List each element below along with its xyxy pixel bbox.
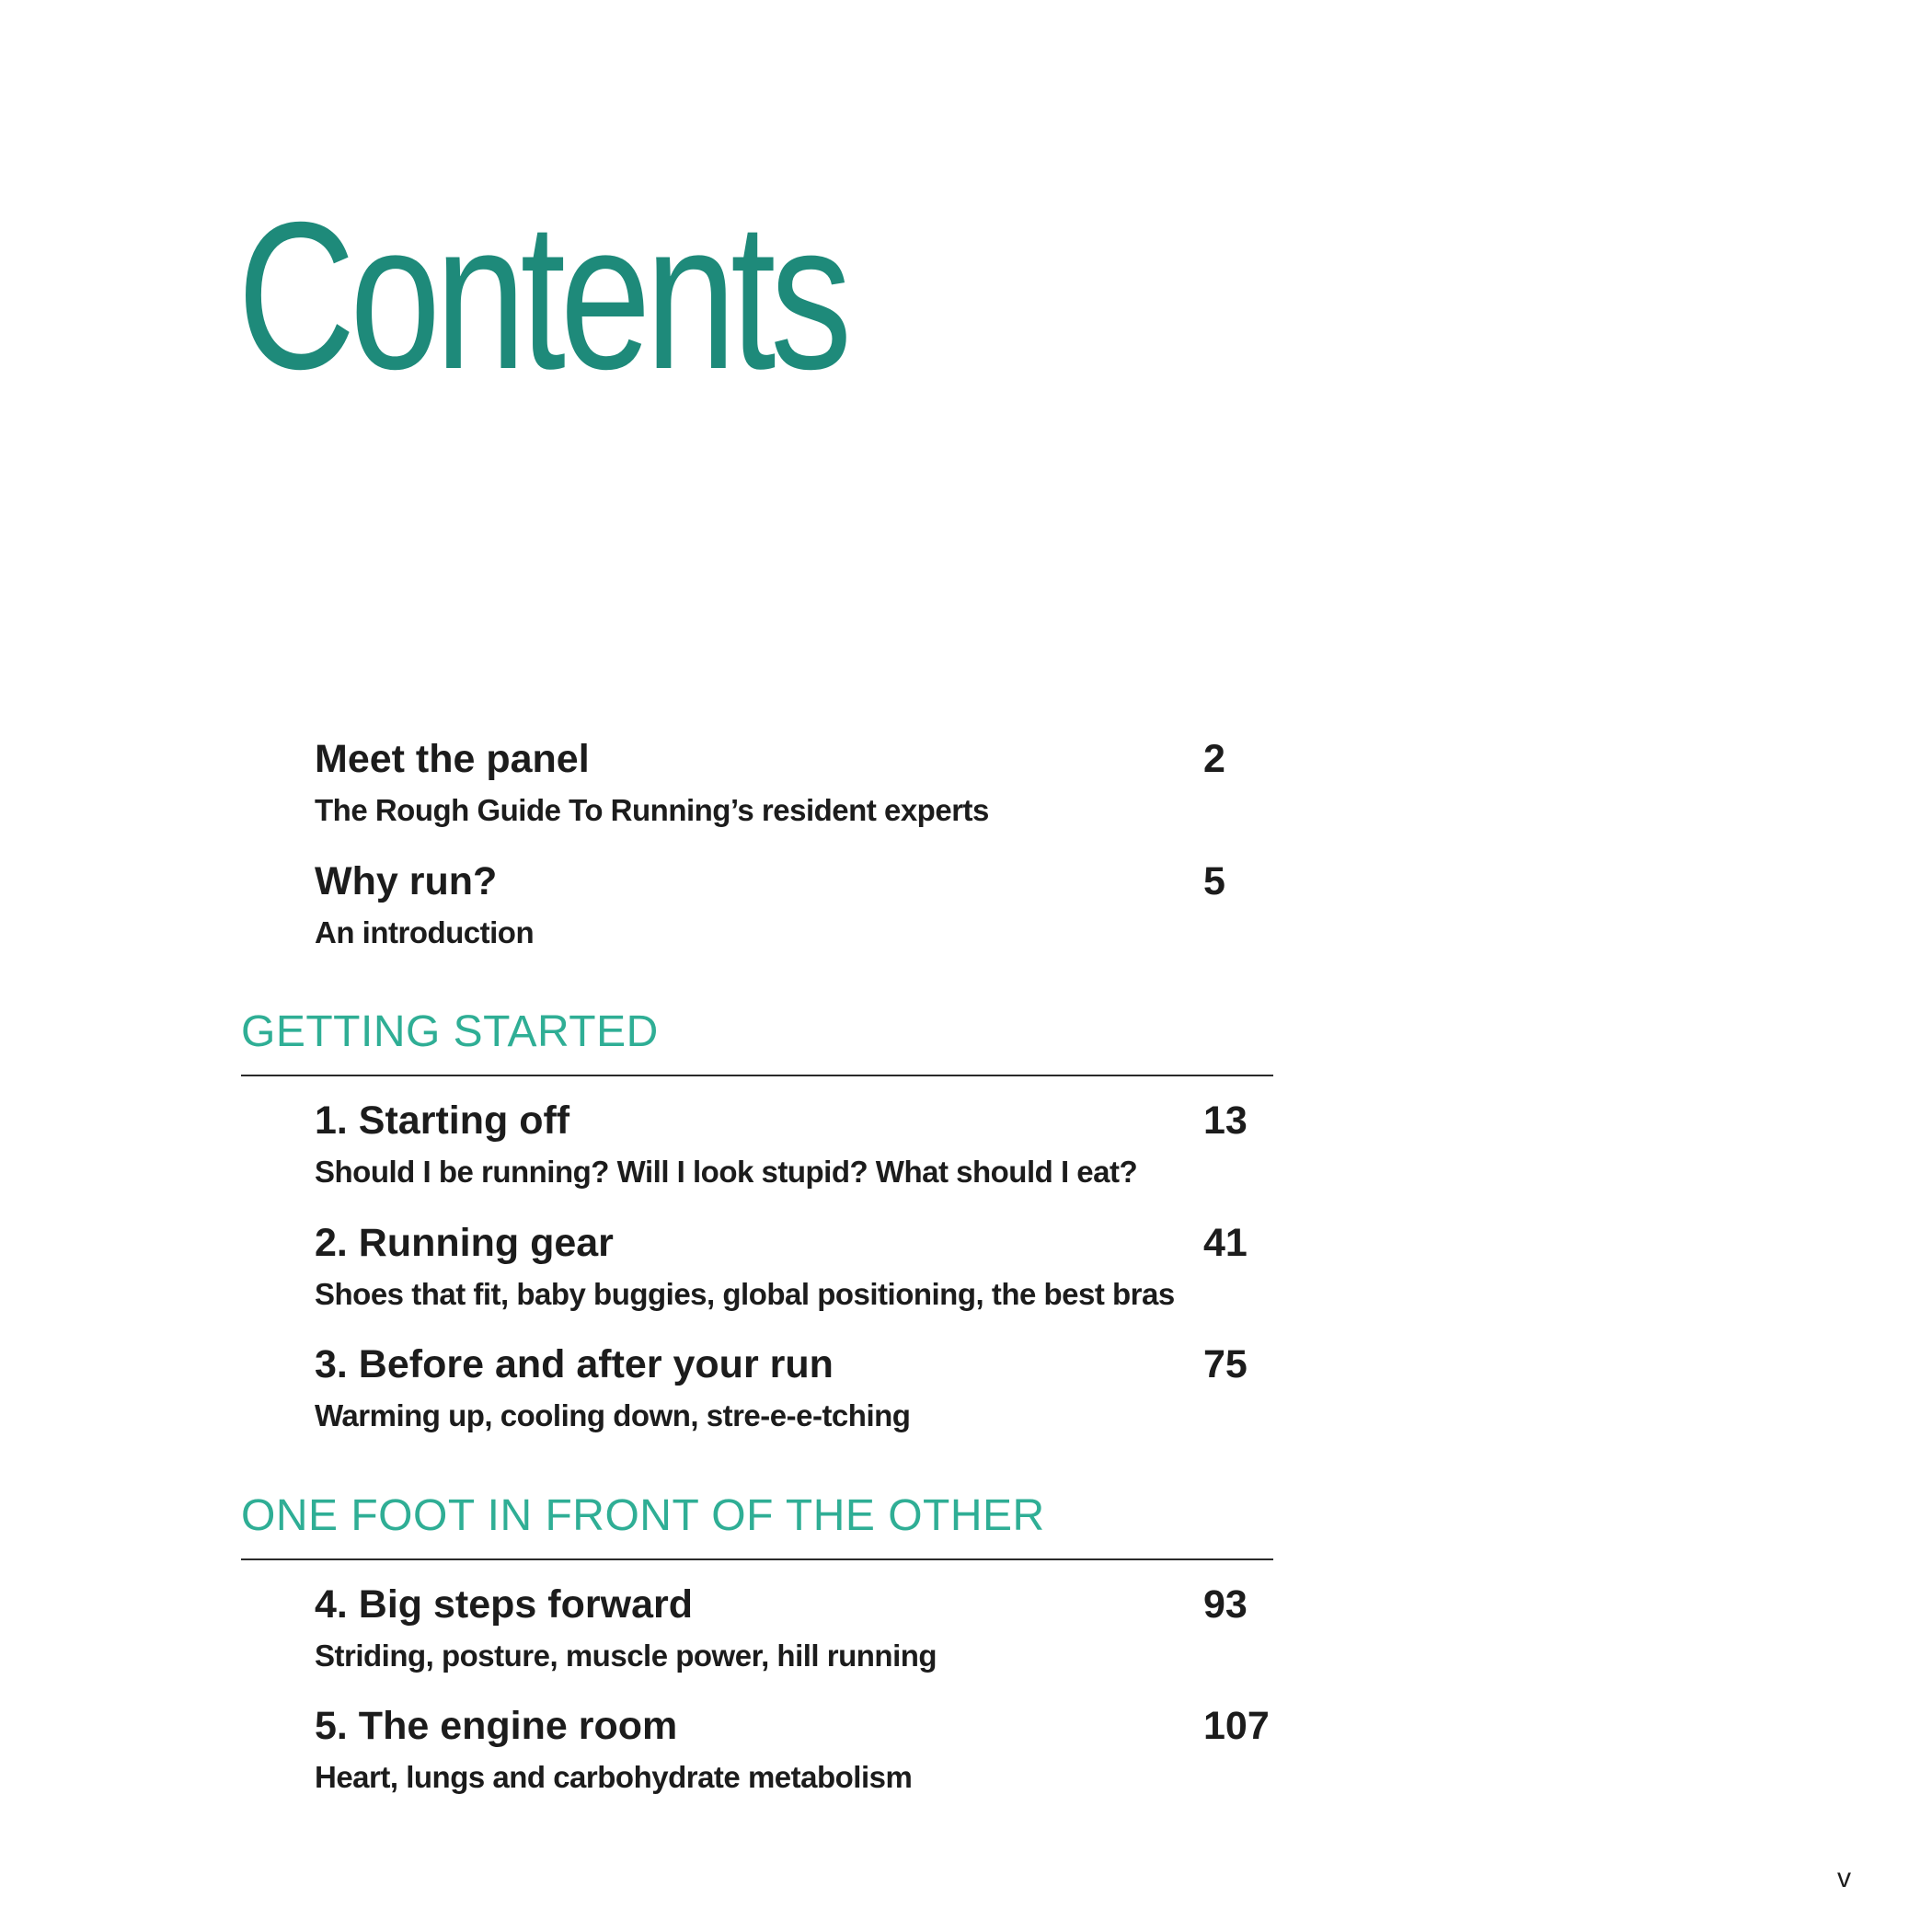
entry-page-number: 107 — [1203, 1704, 1270, 1748]
section-heading-label: ONE FOOT IN FRONT OF THE OTHER — [241, 1491, 1045, 1540]
entry-page-number: 75 — [1203, 1342, 1248, 1386]
entry-title: 4. Big steps forward — [315, 1582, 693, 1627]
entry-page-number: 41 — [1203, 1221, 1248, 1265]
entry-subtitle: Heart, lungs and carbohydrate metabolism — [315, 1760, 913, 1794]
entry-title: Meet the panel — [315, 737, 590, 781]
page-title: Contents — [237, 179, 846, 413]
entry-page-number: 13 — [1203, 1098, 1248, 1143]
entry-title: 5. The engine room — [315, 1704, 678, 1748]
entry-title: 2. Running gear — [315, 1221, 614, 1265]
section-heading-getting-started — [241, 1007, 1273, 1076]
entry-subtitle: An introduction — [315, 915, 535, 949]
entry-subtitle: Warming up, cooling down, stre-e-e-tching — [315, 1398, 911, 1432]
entry-page-number: 5 — [1203, 859, 1225, 903]
section-heading-one-foot — [241, 1491, 1273, 1560]
page-folio: v — [1837, 1863, 1851, 1893]
entry-title: Why run? — [315, 859, 498, 903]
entry-title: 3. Before and after your run — [315, 1342, 834, 1386]
entry-subtitle: Striding, posture, muscle power, hill running — [315, 1639, 937, 1673]
entry-subtitle: Should I be running? Will I look stupid? What should I eat? — [315, 1155, 1138, 1189]
entry-subtitle: The Rough Guide To Running’s resident experts — [315, 793, 989, 827]
entry-title: 1. Starting off — [315, 1098, 570, 1143]
section-heading-label: GETTING STARTED — [241, 1007, 659, 1056]
entry-subtitle: Shoes that fit, baby buggies, global positioning, the best bras — [315, 1277, 1175, 1311]
entry-page-number: 2 — [1203, 737, 1225, 781]
entry-page-number: 93 — [1203, 1582, 1248, 1627]
